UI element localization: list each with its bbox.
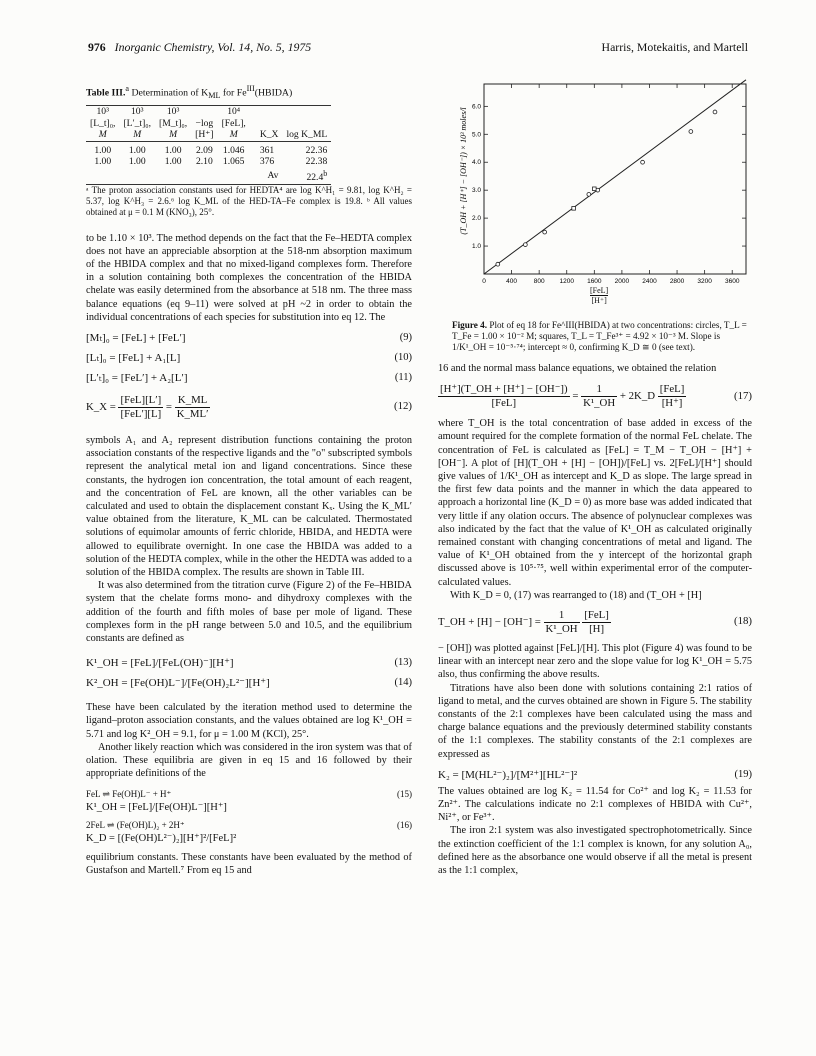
table-caption bbox=[86, 82, 412, 102]
th-cell: K_X bbox=[250, 129, 283, 141]
th-cell: [L′_t]₀, bbox=[123, 117, 152, 129]
th-cell bbox=[250, 118, 283, 130]
table-cell: 1.00 bbox=[128, 156, 146, 168]
equation-text: + 2K_D bbox=[619, 389, 656, 402]
paragraph: The values obtained are log K₂ = 11.54 for Co²⁺ and log K₂ = 11.53 for Zn²⁺. The calculations indicate no 2:1 complexes of HBIDA with Cu²⁺, Ni²⁺, or Fe³⁺. bbox=[438, 785, 752, 824]
paragraph: − [OH]) was plotted against [FeL]/[H]. This plot (Figure 4) was found to be linear with an intercept near zero and the slope value for log K¹_OH = 5.75 also, thus confirming the above results. bbox=[438, 643, 752, 681]
equation-number: (14) bbox=[394, 677, 412, 689]
average-label: Av bbox=[250, 168, 283, 184]
equation-text: [Lₜ]₀ = [FeL] + A₁[L] bbox=[86, 352, 181, 365]
numerator: [H⁺](T_OH + [H⁺] − [OH⁻]) bbox=[440, 382, 568, 395]
table-header-row bbox=[86, 129, 331, 141]
table-cell: 1.00 bbox=[164, 144, 182, 156]
equation-number: (12) bbox=[394, 400, 412, 413]
table-cell: 22.36 bbox=[305, 144, 328, 156]
numerator: K_ML bbox=[175, 394, 211, 408]
fraction bbox=[581, 383, 617, 410]
equation-text: K_X = bbox=[86, 400, 116, 413]
data-point-circle bbox=[587, 192, 591, 196]
equation-number: (10) bbox=[394, 352, 412, 364]
y-tick-label: 2.0 bbox=[471, 215, 481, 223]
fraction bbox=[438, 383, 570, 410]
th-cell: [FeL], bbox=[221, 117, 246, 129]
fraction bbox=[658, 383, 687, 410]
table-caption-sub: ML bbox=[208, 91, 221, 101]
table-cell: 1.00 bbox=[164, 156, 182, 168]
figure-caption bbox=[452, 320, 752, 353]
paragraph: It was also determined from the titration curve (Figure 2) of the Fe–HBIDA system that the chelate forms mono- and dihydroxy complexes with the addition of the fourth and fifth moles of base per mole of ligand. These complexes form in the pH range between 5.0 and 10.5, and the equilibrium constants are defined as bbox=[86, 580, 412, 645]
table-label: Table III. bbox=[86, 87, 126, 99]
table-row bbox=[86, 156, 331, 168]
equation-text: = bbox=[165, 400, 173, 413]
table-cell: 1.065 bbox=[222, 156, 245, 168]
figure-4 bbox=[452, 76, 752, 352]
equation-number: (17) bbox=[734, 389, 752, 402]
denominator: K¹_OH bbox=[545, 622, 578, 635]
equation-9 bbox=[86, 328, 412, 348]
right-column bbox=[438, 362, 752, 877]
page-number: 976 bbox=[88, 40, 106, 54]
x-tick-label: 800 bbox=[533, 278, 545, 285]
figure-4-chart bbox=[452, 76, 752, 294]
equation-13 bbox=[86, 653, 412, 673]
equation-text: K¹_OH = [FeL]/[FeL(OH)⁻][H⁺] bbox=[86, 657, 234, 670]
th-cell: 10³ bbox=[155, 106, 191, 118]
table-caption-for: for Fe bbox=[220, 87, 247, 99]
x-tick-label: 3200 bbox=[697, 278, 712, 285]
paragraph: 16 and the normal mass balance equations, we obtained the relation bbox=[438, 363, 717, 374]
data-point-circle bbox=[689, 130, 693, 134]
equation-number: (15) bbox=[397, 788, 412, 799]
author-list: Harris, Motekaitis, and Martell bbox=[601, 40, 748, 54]
table-average-row bbox=[86, 168, 331, 184]
table-cell: 1.00 bbox=[128, 144, 146, 156]
x-axis-label-denominator: [H⁺] bbox=[591, 296, 607, 305]
figure-label: Figure 4. bbox=[452, 320, 488, 330]
equation-text: T_OH + [H] − [OH⁻] = bbox=[438, 615, 541, 628]
numerator: [FeL][L′] bbox=[120, 393, 162, 406]
y-tick-label: 6.0 bbox=[471, 103, 481, 111]
table-footnote: ᵃ The proton association constants used for HEDTA⁴ are log K^H₁ = 9.81, log K^H₂ = 5.37, log K^H₃ = 2.6.⁶ log K_ML of the HED-TA–Fe complex is 19.8. ᵇ All values obtained at μ = 0.1 M (KNO₃), 25°. bbox=[86, 184, 412, 217]
equation-number: (9) bbox=[399, 332, 412, 344]
th-cell: M bbox=[218, 129, 250, 141]
table-cell: 361 bbox=[259, 144, 275, 156]
equation-16-definition: K_D = [(Fe(OH)L²⁻)₂][H⁺]²/[FeL]² bbox=[86, 832, 237, 844]
equation-16 bbox=[86, 820, 412, 831]
x-tick-label: 2000 bbox=[614, 278, 630, 285]
equation-10 bbox=[86, 348, 412, 368]
th-cell: [L_t]₀, bbox=[90, 117, 116, 129]
paragraph: These have been calculated by the iteration method used to determine the ligand–proton association constants, and the values obtained are log K¹_OH = 5.71 and log K²_OH = 9.1, for μ = 1.00 M (KCl), 25°. bbox=[86, 702, 412, 740]
th-cell bbox=[282, 118, 331, 130]
th-cell: M bbox=[119, 129, 155, 141]
table-row bbox=[86, 141, 331, 156]
average-value-cell bbox=[282, 168, 331, 184]
paragraph: where T_OH is the total concentration of base added in excess of the amount required for the complete formation of the normal FeL chelate. The concentration of FeL is calculated as [FeL] = T_M − T_OH − [H⁺] + [OH⁻]. A plot of [H](T_OH + [H] − [OH])/[FeL] vs. 2[FeL]/[H⁺] should give values of 1/K¹_OH as intercept and K_D as slope. The large spread in the first few data points and the manner in which the data appeared to approach a horizontal line (K_D = 0) as more base was added indicated that very little if any olation occurs. The absence of polynuclear complexes was also indicated by the fact that the value of K¹_OH as calculated originally remained constant with changing concentrations of metal and ligand. The value of K¹_OH obtained from the y intercept of the horizontal graph discussed above is 10⁵·⁷⁵, well within experimental error of the computer-calculated values. bbox=[438, 418, 752, 588]
numerator: [FeL] bbox=[584, 608, 609, 621]
equation-11 bbox=[86, 368, 412, 388]
table-cell: 376 bbox=[259, 156, 275, 168]
equation-text: [Mₜ]₀ = [FeL] + [FeL′] bbox=[86, 332, 186, 345]
equation-number: (16) bbox=[397, 819, 412, 830]
denominator: K¹_OH bbox=[583, 396, 616, 409]
th-cell: M bbox=[86, 129, 119, 141]
equation-text: K₂ = [M(HL²⁻)₂]/[M²⁺][HL²⁻]² bbox=[438, 768, 578, 781]
data-table bbox=[86, 105, 331, 184]
y-tick-label: 3.0 bbox=[471, 187, 481, 195]
table-cell: 2.09 bbox=[195, 144, 213, 156]
x-tick-label: 400 bbox=[506, 278, 518, 285]
equation-text: [L′ₜ]₀ = [FeL′] + A₂[L′] bbox=[86, 372, 188, 385]
th-cell: −log bbox=[195, 117, 214, 129]
data-point-circle bbox=[641, 160, 645, 164]
th-cell: 10³ bbox=[119, 106, 155, 118]
equation-15 bbox=[86, 789, 412, 800]
equation-text: = bbox=[572, 389, 579, 402]
paragraph: Another likely reaction which was considered in the iron system was that of olation. These equilibria are given in eq 15 and 16 followed by their appropriate definitions of the bbox=[86, 741, 412, 780]
equation-text: FeL ⇌ Fe(OH)L⁻ + H⁺ bbox=[86, 788, 172, 799]
equation-15-definition: K¹_OH = [FeL]/[Fe(OH)L⁻][H⁺] bbox=[86, 801, 227, 813]
equation-number: (19) bbox=[734, 768, 752, 780]
average-value: 22.4 bbox=[306, 172, 324, 184]
x-tick-label: 3600 bbox=[724, 278, 740, 285]
equation-12 bbox=[86, 388, 412, 426]
fraction bbox=[544, 609, 580, 636]
table-cell: 2.10 bbox=[195, 156, 213, 168]
denominator: [H] bbox=[589, 622, 605, 635]
th-cell: log K_ML bbox=[282, 129, 331, 141]
table-caption-mark: a bbox=[125, 84, 130, 93]
running-header bbox=[88, 40, 748, 55]
paragraph: equilibrium constants. These constants have been evaluated by the method of Gustafson and Martell.⁷ From eq 15 and bbox=[86, 851, 412, 876]
denominator: K_ML′ bbox=[176, 407, 209, 420]
table-cell: 1.046 bbox=[222, 144, 245, 156]
x-tick-label: 1600 bbox=[587, 278, 602, 285]
paragraph: Titrations have also been done with solutions containing 2:1 ratios of ligand to metal, and the curves obtained are shown in Figure 5. The stability constants of the 2:1 complexes have been calculated using the mass and charge balance equations and the previously determined stability constants of the 1:1 complexes. The stability constants of the 2:1 complexes are expressed as bbox=[438, 682, 752, 760]
data-point-circle bbox=[543, 230, 547, 234]
paragraph: symbols A₁ and A₂ represent distribution functions containing the proton association constants of the respective ligands and the "o" subscripted symbols represent the analytical metal ion and ligand concentrations. Since these constants, the hydrogen ion concentration, the total amount of each reagent, and the concentration of FeL are known, all the other variables can be calculated and used to obtain the displacement constant Kₓ. Using the K_ML′ value obtained from the literature, K_ML can be calculated. Thermostated solutions of equimolar amounts of ferric chloride, HBIDA, and HEDTA were allowed to equilibrate overnight. In one case the HBIDA was added to a solution of the HEDTA complex, while in the other the HEDTA was added to a solution of the HBIDA complex. The results are shown in Table III. bbox=[86, 435, 412, 579]
y-axis-label: (T_OH + [H⁺] − [OH⁻]) × 10³ moles/l bbox=[459, 107, 468, 235]
th-cell: 10⁴ bbox=[218, 106, 250, 118]
table-caption-end: (HBIDA) bbox=[254, 87, 293, 99]
fraction bbox=[175, 394, 211, 421]
numerator: [FeL] bbox=[659, 382, 685, 395]
y-tick-label: 1.0 bbox=[471, 243, 481, 251]
x-tick-label: 1200 bbox=[559, 278, 574, 285]
equation-19 bbox=[438, 765, 752, 785]
th-cell: 10³ bbox=[86, 106, 119, 118]
fraction bbox=[118, 394, 163, 421]
paragraph: to be 1.10 × 10³. The method depends on the fact that the Fe–HEDTA complex does not have an appreciable absorption at the 518-nm absorption maximum of the HBIDA complex and that no mixed-ligand complexes form. Therefore in a solution containing both complexes the concentration of the HBIDA chelate was easily determined from the absorbance at 518 nm. The three mass balance equations (eq 9–11) were solved at pH ~2 in order to obtain the individual concentrations of each species for substitution into eq 12. The bbox=[86, 232, 412, 323]
x-tick-label: 0 bbox=[482, 278, 486, 285]
equation-number: (11) bbox=[394, 372, 412, 384]
data-point-square bbox=[593, 187, 597, 191]
th-cell bbox=[282, 106, 331, 118]
th-cell: [H⁺] bbox=[191, 129, 217, 141]
numerator: 1 bbox=[581, 383, 617, 397]
equation-17 bbox=[438, 375, 752, 417]
denominator: [H⁺] bbox=[661, 396, 683, 409]
equation-14 bbox=[86, 673, 412, 693]
data-point-circle bbox=[496, 262, 500, 266]
th-cell bbox=[250, 106, 283, 118]
y-tick-label: 5.0 bbox=[471, 131, 481, 139]
th-cell: M bbox=[155, 129, 191, 141]
th-cell bbox=[191, 106, 217, 118]
equation-text: 2FeL ⇌ (Fe(OH)L)₂ + 2H⁺ bbox=[86, 819, 185, 830]
paragraph: The iron 2:1 system was also investigated spectrophotometrically. Since the extinction coefficient of the 1:1 complex is known, for any solution A₀, defined here as the absorbance one would observe if all the metal is present as the 1:1 complex, bbox=[438, 825, 752, 877]
table-cell: 1.00 bbox=[94, 156, 112, 168]
x-tick-label: 2400 bbox=[642, 278, 657, 285]
equation-number: (13) bbox=[394, 657, 412, 669]
numerator: 1 bbox=[544, 609, 580, 623]
x-tick-label: 2800 bbox=[669, 278, 685, 285]
table-cell: 1.00 bbox=[94, 144, 112, 156]
left-column bbox=[86, 82, 412, 877]
fraction bbox=[582, 609, 611, 636]
figure-caption-text: Plot of eq 18 for Fe^III(HBIDA) at two concentrations: circles, T_L = T_Fe = 1.00 × 10⁻² M; squares, T_L = T_Fe³⁺ = 4.92 × 10⁻³ M. Slope is 1/K¹_OH = 10⁻⁵·⁷⁴; intercept ≈ 0, confirming K_D ≅ 0 (see text). bbox=[452, 320, 747, 352]
th-cell: [M_t]₀, bbox=[159, 117, 188, 129]
y-tick-label: 4.0 bbox=[471, 159, 481, 167]
table-header-row bbox=[86, 106, 331, 118]
data-point-circle bbox=[713, 110, 717, 114]
x-axis-label bbox=[590, 286, 608, 305]
equation-number: (18) bbox=[734, 615, 752, 628]
journal-title: Inorganic Chemistry, Vol. 14, No. 5, 1975 bbox=[114, 40, 312, 54]
table-cell: 22.38 bbox=[305, 156, 328, 168]
table-header-row bbox=[86, 118, 331, 130]
equation-text: K²_OH = [Fe(OH)L⁻]/[Fe(OH)₂L²⁻][H⁺] bbox=[86, 677, 270, 690]
data-point-circle bbox=[523, 243, 527, 247]
x-axis-label-numerator: [FeL] bbox=[590, 286, 609, 295]
average-mark: b bbox=[323, 168, 328, 178]
table-caption-text: Determination of K bbox=[131, 87, 209, 99]
equation-18 bbox=[438, 602, 752, 642]
denominator: [FeL′][L] bbox=[120, 407, 162, 420]
table-caption-sup: III bbox=[246, 84, 255, 93]
data-point-square bbox=[572, 207, 576, 211]
denominator: [FeL] bbox=[491, 396, 517, 409]
paragraph: With K_D = 0, (17) was rearranged to (18) and (T_OH + [H] bbox=[450, 589, 702, 601]
